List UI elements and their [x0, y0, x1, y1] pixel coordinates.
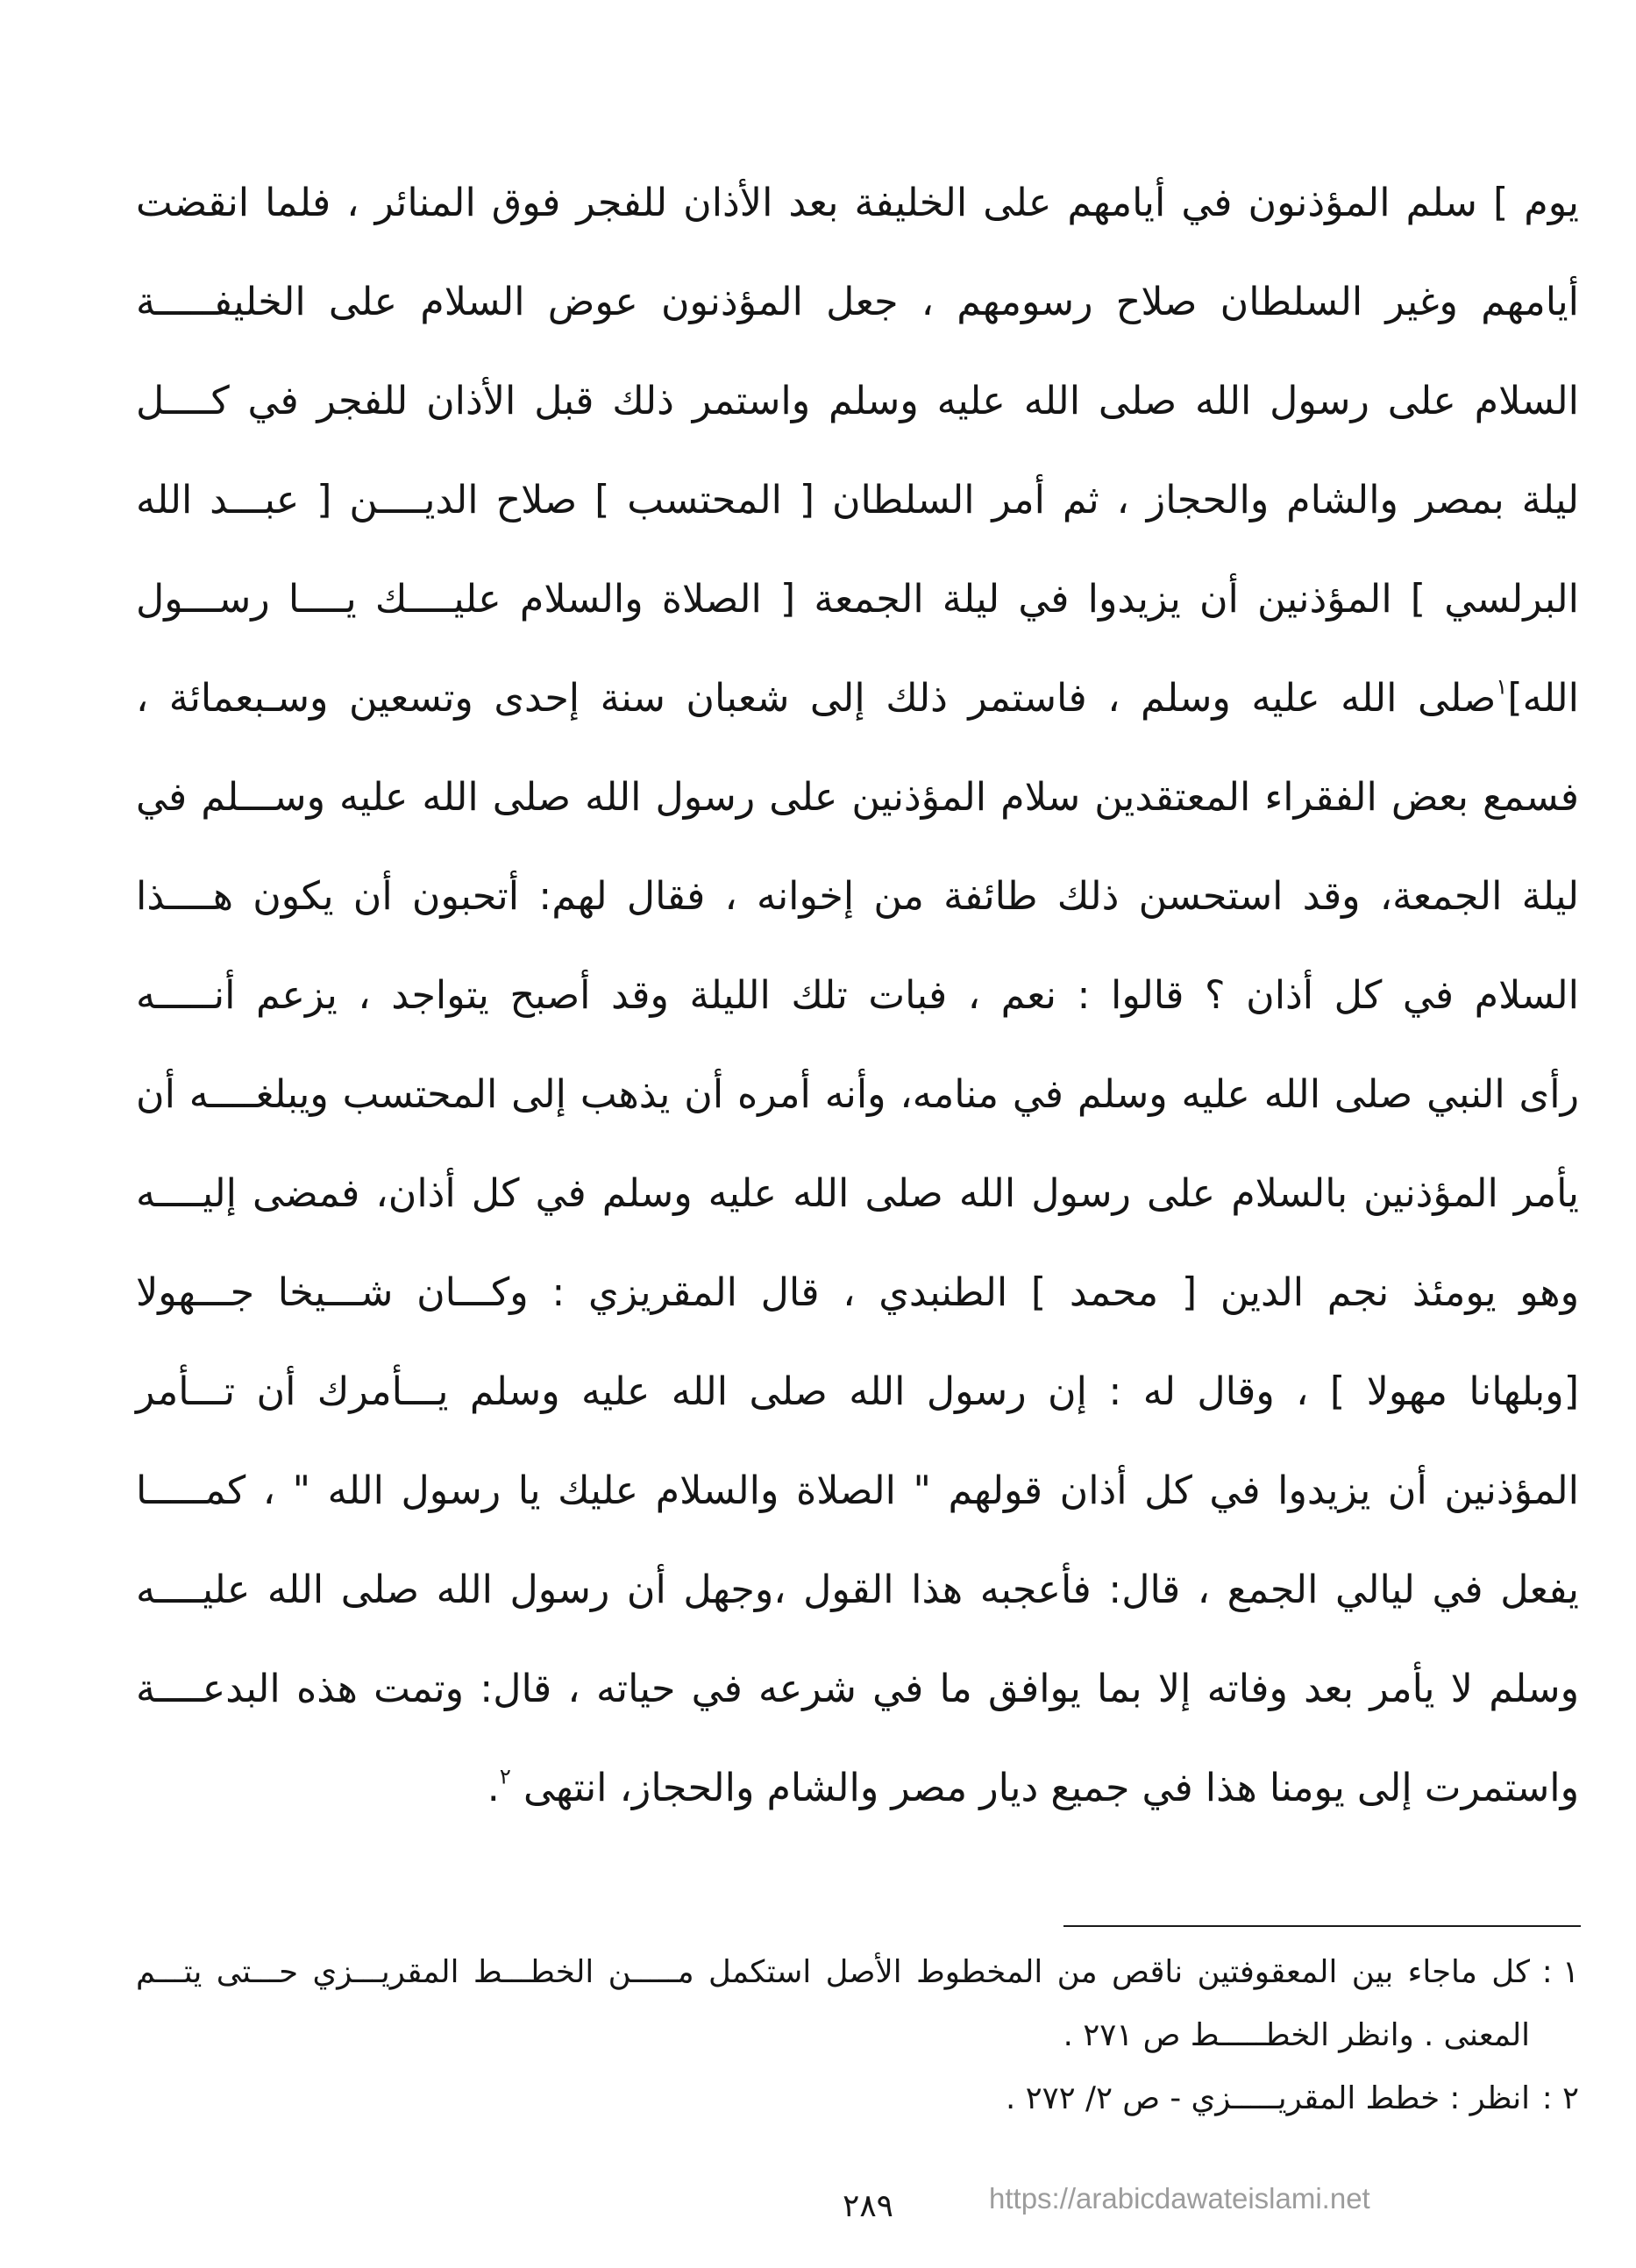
- body-line-text: .: [487, 1766, 500, 1810]
- body-line-text: أيامهم وغير السلطان صلاح رسومهم ، جعل المؤذنون عوض السلام على الخليفـــــة: [136, 280, 1579, 324]
- body-line-text: فسمع بعض الفقراء المعتقدين سلام المؤذنين على رسول الله صلى الله عليه وســـلم في: [136, 775, 1579, 820]
- footnote-line-text: المعنى . وانظر الخطـــــط ص ٢٧١ .: [1063, 2017, 1530, 2053]
- footnote-2: [136, 2067, 1579, 2130]
- footnote-line-text: انظر : خطط المقريـــــزي - ص ٢/ ٢٧٢ .: [1006, 2080, 1530, 2116]
- body-line-10: [136, 1045, 1579, 1144]
- body-line-14: [136, 1441, 1579, 1540]
- body-line-16: [136, 1639, 1579, 1738]
- footnote-1: [136, 1941, 1579, 2067]
- footnote-line: [136, 1941, 1530, 2004]
- footnote-marker: ١ :: [1541, 1954, 1579, 1990]
- body-line-8: [136, 847, 1579, 946]
- footnote-marker: ٢ :: [1541, 2080, 1579, 2116]
- body-text: [136, 153, 1579, 1838]
- body-line-text: ليلة الجمعة، وقد استحسن ذلك طائفة من إخوانه ، فقال لهم: أتحبون أن يكون هــــذا: [136, 874, 1579, 919]
- body-line-text: البرلسي ] المؤذنين أن يزيدوا في ليلة الجمعة [ الصلاة والسلام عليــــك يــــا رســـول: [136, 577, 1579, 622]
- footnote-line-text: كل ماجاء بين المعقوفتين ناقص من المخطوط الأصل استكمل مـــــن الخطـــط المقريـــزي حـــتى يتـــم: [136, 1954, 1530, 1990]
- body-line-content: [136, 673, 1579, 721]
- body-line-content: [487, 1763, 1579, 1810]
- body-line-12: [136, 1243, 1579, 1342]
- footnote-ref-1: ١: [1496, 673, 1508, 700]
- body-line-6: [136, 649, 1579, 748]
- body-line-text: وهو يومئذ نجم الدين [ محمد ] الطنبدي ، قال المقريزي : وكـــان شـــيخا جـــهولا: [136, 1270, 1579, 1315]
- body-line-text: يأمر المؤذنين بالسلام على رسول الله صلى الله عليه وسلم في كل أذان، فمضى إليــــه: [136, 1171, 1579, 1216]
- body-line-text: وسلم لا يأمر بعد وفاته إلا بما يوافق ما في شرعه في حياته ، قال: وتمت هذه البدعــــة: [136, 1667, 1579, 1711]
- footnote-line: [136, 2004, 1530, 2067]
- footnotes: [136, 1941, 1579, 2130]
- body-line-text: السلام في كل أذان ؟ قالوا : نعم ، فبات تلك الليلة وقد أصبح يتواجد ، يزعم أنـــــه: [136, 973, 1579, 1018]
- body-line-text: [وبلهانا مهولا ] ، وقال له : إن رسول الله صلى الله عليه وسلم يـــأمرك أن تـــأمر: [136, 1369, 1579, 1414]
- body-line-7: [136, 748, 1579, 847]
- body-line-text: المؤذنين أن يزيدوا في كل أذان قولهم " الصلاة والسلام عليك يا رسول الله " ، كمـــــا: [136, 1468, 1579, 1513]
- footnote-separator: [1063, 1925, 1581, 1927]
- footnote-line: [136, 2067, 1530, 2130]
- body-line-text: رأى النبي صلى الله عليه وسلم في منامه، وأنه أمره أن يذهب إلى المحتسب ويبلغــــه أن: [136, 1072, 1579, 1117]
- body-line-17: [136, 1738, 1579, 1838]
- body-line-9: [136, 946, 1579, 1045]
- body-line-2: [136, 252, 1579, 352]
- body-line-text: يفعل في ليالي الجمع ، قال: فأعجبه هذا القول ،وجهل أن رسول الله صلى الله عليــــه: [136, 1568, 1579, 1612]
- footnote-body: [136, 2067, 1530, 2130]
- body-line-11: [136, 1144, 1579, 1243]
- body-line-text: يوم ] سلم المؤذنون في أيامهم على الخليفة بعد الأذان للفجر فوق المنائر ، فلما انقضت: [136, 181, 1579, 225]
- body-line-text: ليلة بمصر والشام والحجاز ، ثم أمر السلطان [ المحتسب ] صلاح الديــــن [ عبـــد الله: [136, 478, 1579, 523]
- body-line-13: [136, 1342, 1579, 1441]
- watermark-url: https://arabicdawateislami.net: [989, 2182, 1370, 2215]
- body-line-3: [136, 352, 1579, 451]
- body-line-4: [136, 451, 1579, 550]
- body-line-text: الله]: [1507, 676, 1579, 721]
- page-number: ٢٨٩: [842, 2188, 893, 2224]
- footnote-body: [136, 1941, 1530, 2067]
- body-line-15: [136, 1540, 1579, 1639]
- footnote-ref-2: ٢: [499, 1763, 511, 1789]
- body-line-text: السلام على رسول الله صلى الله عليه وسلم واستمر ذلك قبل الأذان للفجر في كــــل: [136, 379, 1579, 423]
- body-line-5: [136, 550, 1579, 649]
- body-line-text: واستمرت إلى يومنا هذا في جميع ديار مصر والشام والحجاز، انتهى: [510, 1766, 1579, 1810]
- body-line-1: [136, 153, 1579, 252]
- body-line-text: صلى الله عليه وسلم ، فاستمر ذلك إلى شعبان سنة إحدى وتسعين وسـبعمائة ،: [136, 676, 1497, 721]
